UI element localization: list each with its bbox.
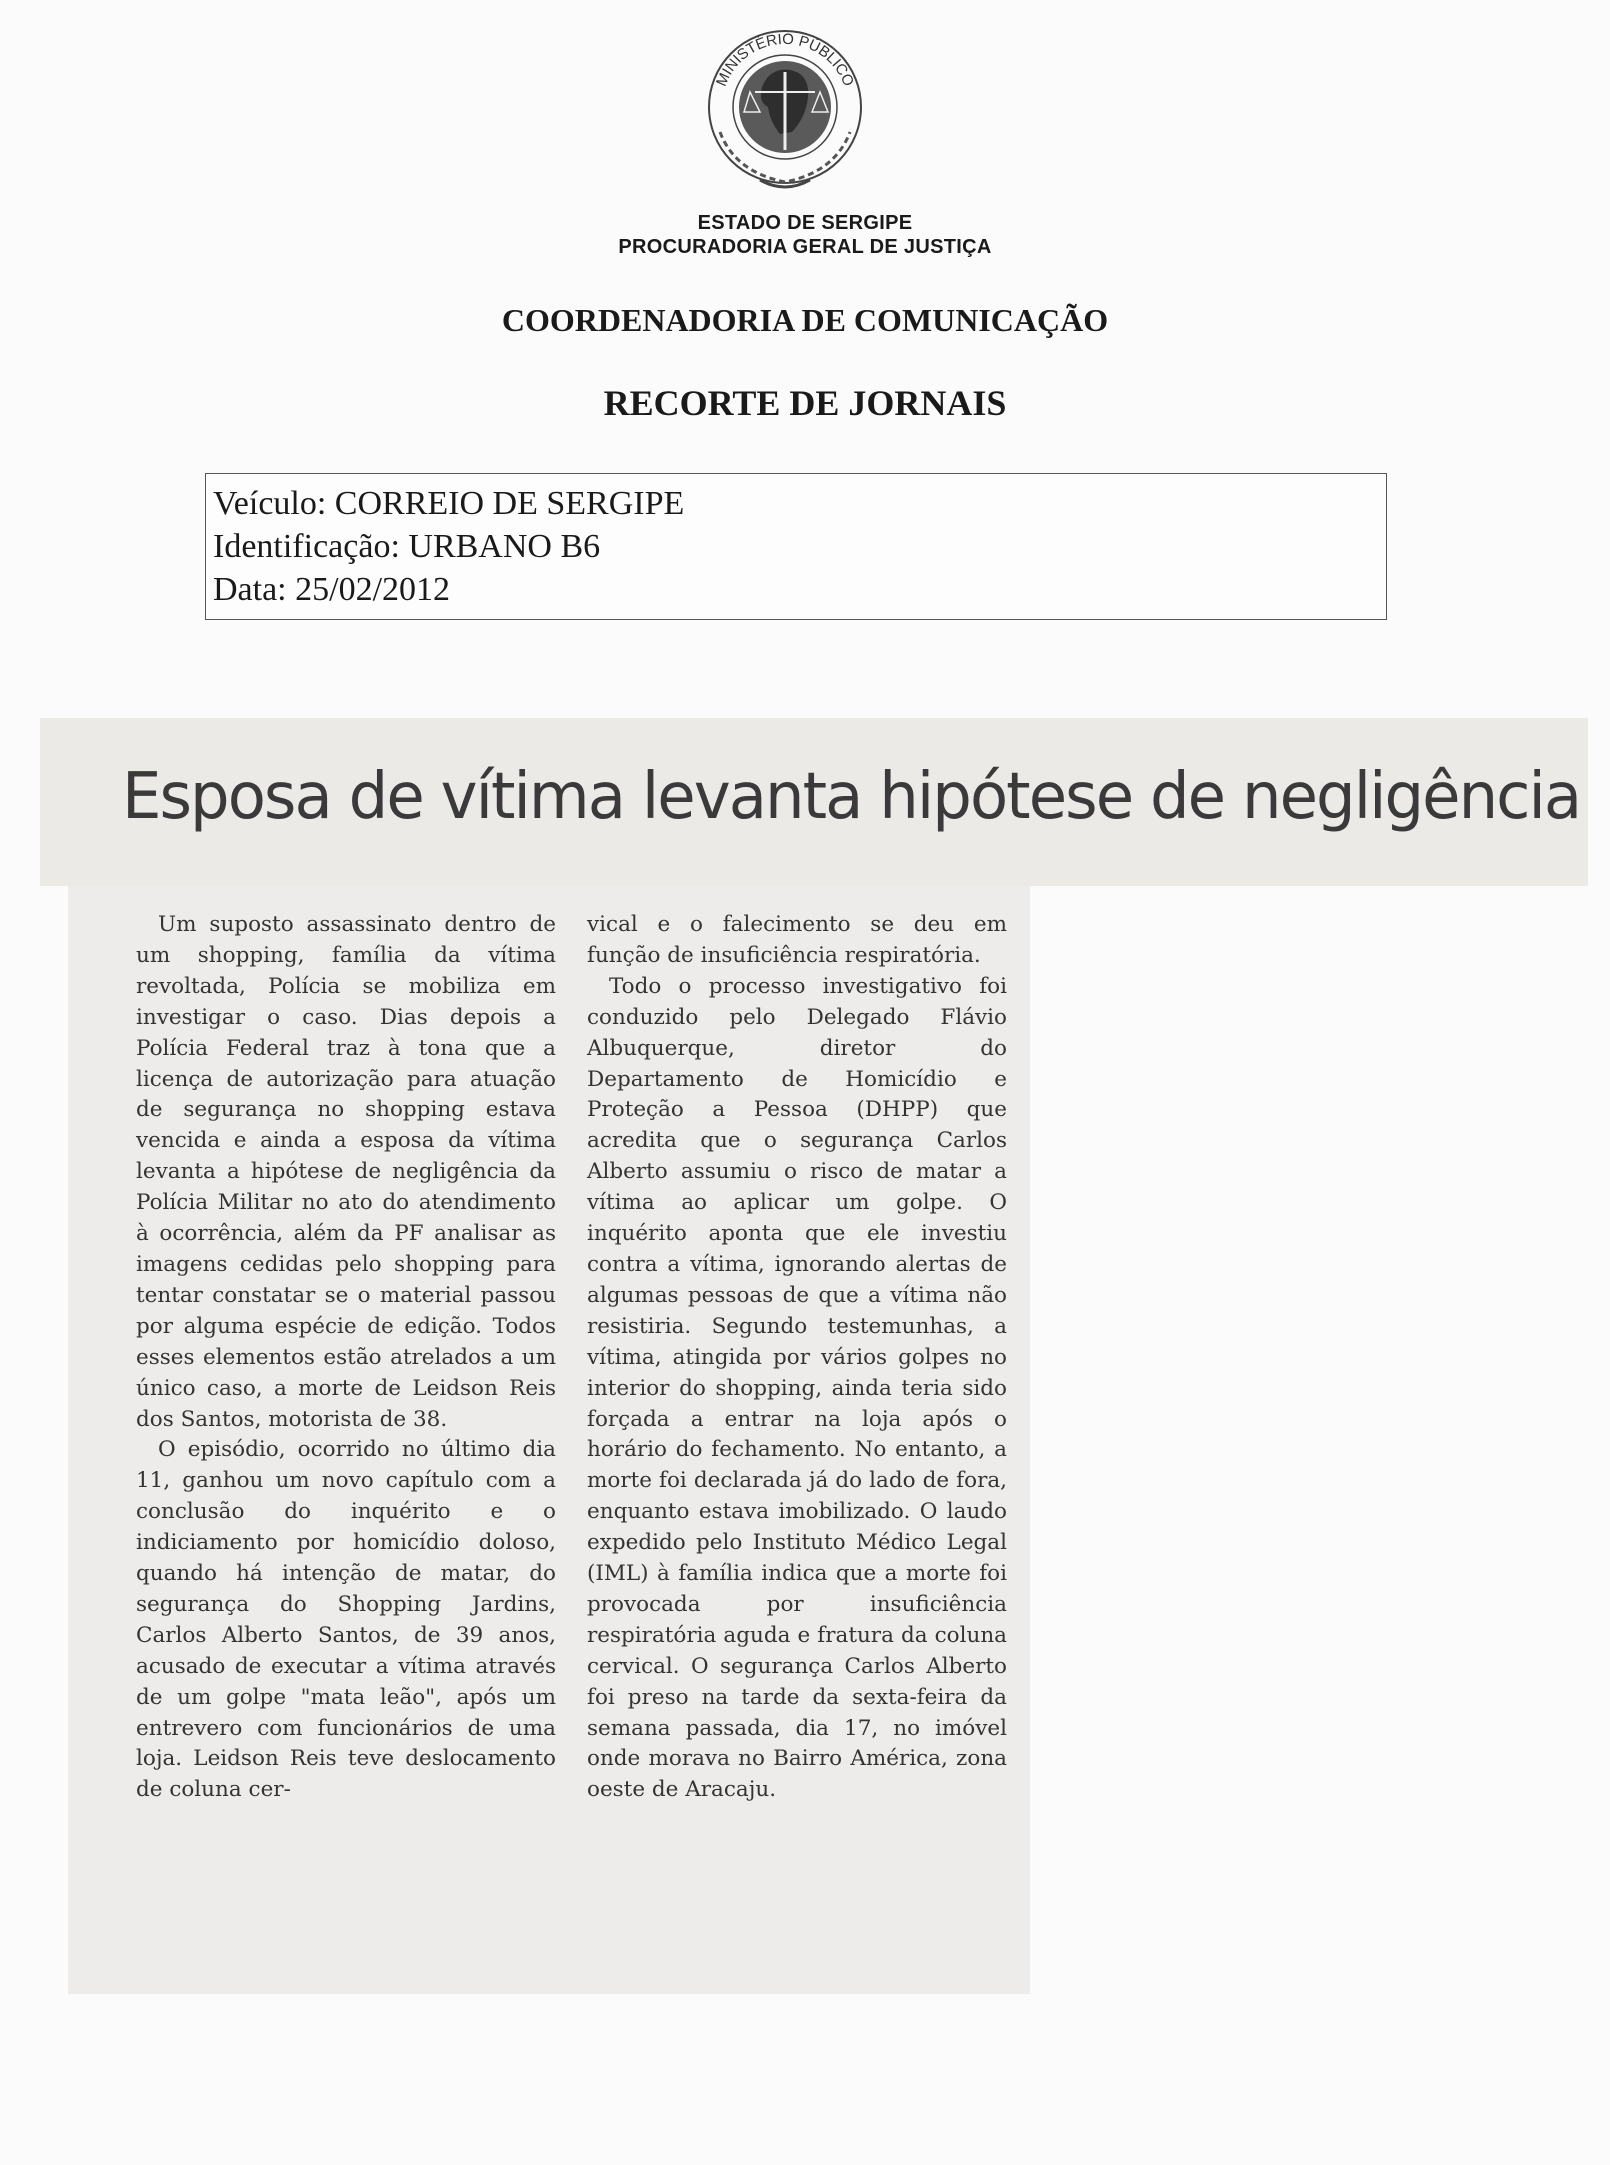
article-paragraph: vical e o falecimento se deu em função de insuficiência respiratória. xyxy=(587,912,1007,968)
ministerio-publico-seal-icon xyxy=(700,12,870,202)
date-line: Data: 25/02/2012 xyxy=(213,571,451,608)
seal-text: MINISTÉRIO PÚBLICO xyxy=(712,30,858,89)
article-paragraph: Um suposto assassinato dentro de um shopping, família da vítima revoltada, Polícia se mobiliza em investigar o caso. Dias depois a Polícia Federal traz à tona que a licença de autorização para atuação de segurança no shopping estava vencida e ainda a esposa da vítima levanta a hipótese de negligência da Polícia Militar no ato do atendimento à ocorrência, além da PF analisar as imagens cedidas pelo shopping para tentar constatar se o material passou por alguma espécie de edição. Todos esses elementos estão atrelados a um único caso, a morte de Leidson Reis dos Santos, motorista de 38. xyxy=(136,912,556,1432)
article-paragraph: Todo o processo investigativo foi conduzido pelo Delegado Flávio Albuquerque, diretor do Departamento de Homicídio e Proteção a Pessoa (DHPP) que acredita que o segurança Carlos Alberto assumiu o risco de matar a vítima ao aplicar um golpe. O inquérito aponta que ele investiu contra a vítima, ignorando alertas de algumas pessoas de que a vítima não resistiria. Segundo testemunhas, a vítima, atingida por vários golpes no interior do shopping, ainda teria sido forçada a entrar na loja após o horário do fechamento. No entanto, a morte foi declarada já do lado de fora, enquanto estava imobilizado. O laudo expedido pelo Instituto Médico Legal (IML) à família indica que a morte foi provocada por insuficiência respiratória aguda e fratura da coluna cervical. O segurança Carlos Alberto foi preso na tarde da sexta-feira da semana passada, dia 17, no imóvel onde morava no Bairro América, zona oeste de Aracaju. xyxy=(587,973,1007,1803)
department-title: COORDENADORIA DE COMUNICAÇÃO xyxy=(501,302,1109,338)
article-paragraph: O episódio, ocorrido no último dia 11, ganhou um novo capítulo com a conclusão do inquérito e o indiciamento por homicídio doloso, quando há intenção de matar, do segurança do Shopping Jardins, Carlos Alberto Santos, de 39 anos, acusado de executar a vítima através de um golpe "mata leão", após um entrevero com funcionários de uma loja. Leidson Reis teve deslocamento de coluna cer- xyxy=(136,1437,556,1803)
identification-line: Identificação: URBANO B6 xyxy=(213,528,601,565)
office-name: PROCURADORIA GERAL DE JUSTIÇA xyxy=(618,236,992,258)
article-headline: Esposa de vítima levanta hipótese de negligência xyxy=(122,760,1581,834)
state-name: ESTADO DE SERGIPE xyxy=(697,212,913,234)
vehicle-line: Veículo: CORREIO DE SERGIPE xyxy=(213,485,685,522)
clipping-info-box xyxy=(205,473,1387,620)
article-column-2 xyxy=(587,910,1007,1806)
ministerio-publico-seal xyxy=(700,12,870,202)
section-title: RECORTE DE JORNAIS xyxy=(603,383,1007,423)
article-column-1 xyxy=(136,910,556,1806)
